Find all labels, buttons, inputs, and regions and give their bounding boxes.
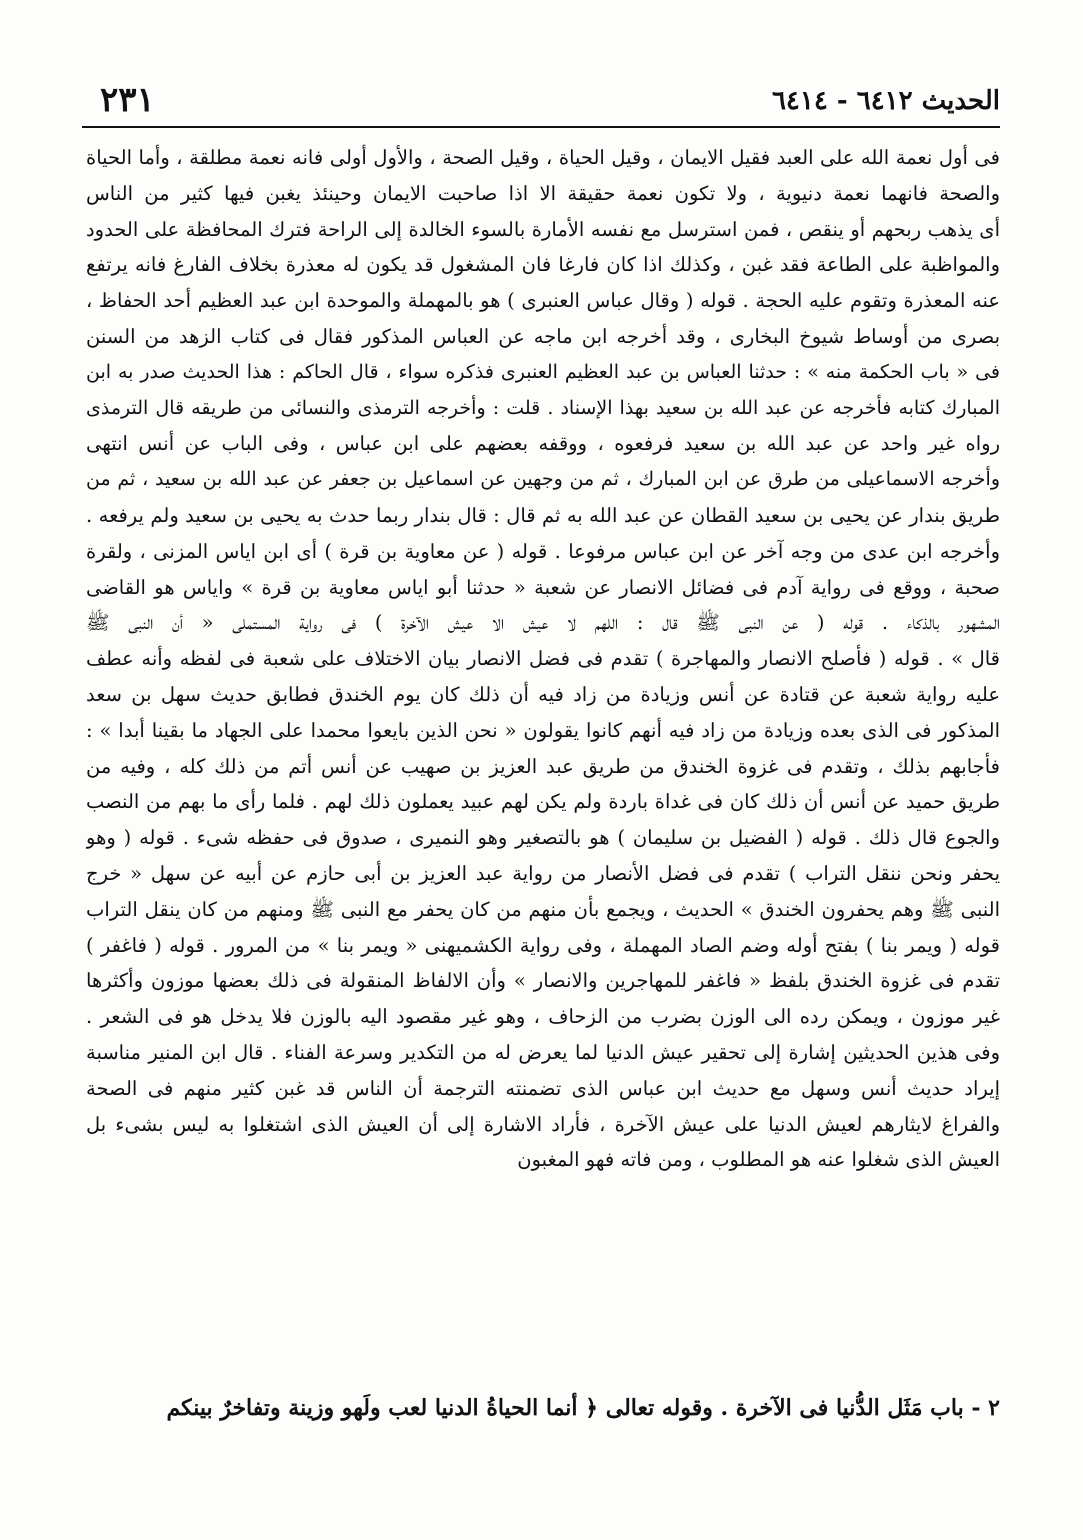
- header-divider: [82, 126, 1000, 128]
- text-line: أى يذهب ربحهم أو ينقص ، فمن استرسل مع نفسه الأمارة بالسوء الخالدة إلى الراحة فترك المحافظة على الحدود: [86, 217, 1000, 241]
- text-line: غير موزون ، ويمكن رده الى الوزن بضرب من الزحاف ، وهو غير مقصود اليه بالوزن فلا يدخل هو فى الشعر .: [86, 1005, 1000, 1029]
- text-line: المبارك كتابه فأخرجه عن عبد الله بن سعيد بهذا الإسناد . قلت : وأخرجه الترمذى والنسائى من طريقه قال الترمذى: [86, 396, 1000, 419]
- text-line: طريق حميد عن أنس أن ذلك كان فى غداة باردة ولم يكن لهم عبيد يعملون ذلك لهم . فلما رأى ما بهم من النصب: [86, 790, 1000, 814]
- text-line: النبى ﷺ وهم يحفرون الخندق » الحديث ، ويجمع بأن منهم من كان يحفر مع النبى ﷺ ومنهم من كان ينقل التراب: [86, 897, 1000, 921]
- text-line: والصحة فانهما نعمة دنيوية ، ولا تكون نعمة حقيقة الا اذا صاحبت الايمان وحينئذ يغبن فيها كثير من الناس: [86, 181, 1000, 205]
- text-line: فى أول نعمة الله على العبد فقيل الايمان ، وقيل الحياة ، وقيل الصحة ، والأول أولى فانه نعمة مطلقة ، وأما الحياة: [86, 146, 1000, 169]
- text-line: بصرى من أوساط شيوخ البخارى ، وقد أخرجه ابن ماجه عن العباس المذكور فقال فى كتاب الزهد من السنن: [86, 324, 1000, 348]
- text-line: فى « باب الحكمة منه » : حدثنا العباس بن عبد العظيم العنبرى فذكره سواء ، قال الحاكم : هذا الحديث صدر به ابن: [86, 360, 1000, 383]
- text-line: قوله ( ويمر بنا ) بفتح أوله وضم الصاد المهملة ، وفى رواية الكشميهنى « ويمر بنا » من المرور . قوله ( فاغفر ): [86, 933, 1000, 957]
- text-line: عليه رواية شعبة عن قتادة عن أنس وزيادة من زاد فيه أن ذلك كان يوم الخندق فطابق حديث سهل بن سعد: [86, 682, 1000, 706]
- page-header: [82, 80, 1000, 126]
- text-line: طريق بندار عن يحيى بن سعيد القطان عن عبد الله به ثم قال : قال بندار ربما حدث به يحيى بن سعيد ولم يرفعه .: [86, 503, 1000, 527]
- chapter-heading: ٢ - باب مَثَل الدُّنيا فى الآخرة . وقوله تعالى ﴿ أنما الحياةُ الدنيا لعب ولَهو وزينة وتفاخرٌ بينكم: [166, 1395, 1000, 1421]
- page-number: ٢٣١: [100, 80, 155, 120]
- text-line: رواه غير واحد عن عبد الله بن سعيد فرفعوه ، ووقفه بعضهم على ابن عباس ، وفى الباب عن أنس انتهى: [86, 432, 1000, 456]
- commentary-text: [86, 140, 1000, 1178]
- text-line: وفى هذين الحديثين إشارة إلى تحقير عيش الدنيا لما يعرض له من التكدير وسرعة الفناء . قال ابن المنير مناسبة: [86, 1040, 1000, 1064]
- text-line: إيراد حديث أنس وسهل مع حديث ابن عباس الذى تضمنته الترجمة أن الناس قد غبن كثير منهم فى الصحة: [86, 1076, 1000, 1100]
- text-line: والفراغ لايثارهم لعيش الدنيا على عيش الآخرة ، فأراد الاشارة إلى أن العيش الذى اشتغلوا به ليس بشىء بل: [86, 1112, 1000, 1136]
- text-line: وأخرجه ابن عدى من وجه آخر عن ابن عباس مرفوعا . قوله ( عن معاوية بن قرة ) أى ابن اياس المزنى ، ولقرة: [86, 539, 1000, 563]
- text-line: والمواظبة على الطاعة فقد غبن ، وكذلك اذا كان فارغا فان المشغول قد يكون له معذرة بخلاف الفارغ فانه يرتفع: [86, 253, 1000, 277]
- text-line: والجوع قال ذلك . قوله ( الفضيل بن سليمان ) هو بالتصغير وهو النميرى ، صدوق فى حفظه شىء . قوله ( وهو: [86, 826, 1000, 850]
- text-line-last: العيش الذى شغلوا عنه هو المطلوب ، ومن فاته فهو المغبون: [517, 1148, 1000, 1172]
- text-line: فأجابهم بذلك ، وتقدم فى غزوة الخندق من طريق عبد العزيز بن صهيب عن أنس أتم من ذلك كله ، وفيه من: [86, 754, 1000, 778]
- text-line: المشهور بالذكاء . قوله ( عن النبى ﷺ قال : اللهم لا عيش الا عيش الآخرة ) فى رواية المستملى « أن النبى ﷺ: [86, 611, 1000, 635]
- text-line: وأخرجه الاسماعيلى من طرق عن ابن المبارك ، ثم من وجهين عن اسماعيل بن جعفر عن عبد الله بن سعيد ، ثم من: [86, 468, 1000, 491]
- text-line: قال » . قوله ( فأصلح الانصار والمهاجرة ) تقدم فى فضل الانصار بيان الاختلاف على شعبة فى لفظه وأنه عطف: [86, 647, 1000, 671]
- text-line: عنه المعذرة وتقوم عليه الحجة . قوله ( وقال عباس العنبرى ) هو بالمهملة والموحدة ابن عبد العظيم أحد الحفاظ ،: [86, 289, 1000, 313]
- running-title: الحديث ٦٤١٢ - ٦٤١٤: [771, 86, 1000, 116]
- text-line: تقدم فى غزوة الخندق بلفظ « فاغفر للمهاجرين والانصار » وأن الالفاظ المنقولة فى ذلك بعضها موزون وأكثرها: [86, 969, 1000, 993]
- text-line: يحفر ونحن ننقل التراب ) تقدم فى فضل الأنصار من رواية عبد العزيز بن أبى حازم عن أبيه عن سهل « خرج: [86, 861, 1000, 885]
- text-line: صحبة ، ووقع فى رواية آدم فى فضائل الانصار عن شعبة « حدثنا أبو اياس معاوية بن قرة » واياس هو القاضى: [86, 575, 1000, 599]
- text-line: المذكور فى الذى بعده وزيادة من زاد فيه أنهم كانوا يقولون « نحن الذين بايعوا محمدا على الجهاد ما بقينا أبدا » :: [86, 718, 1000, 742]
